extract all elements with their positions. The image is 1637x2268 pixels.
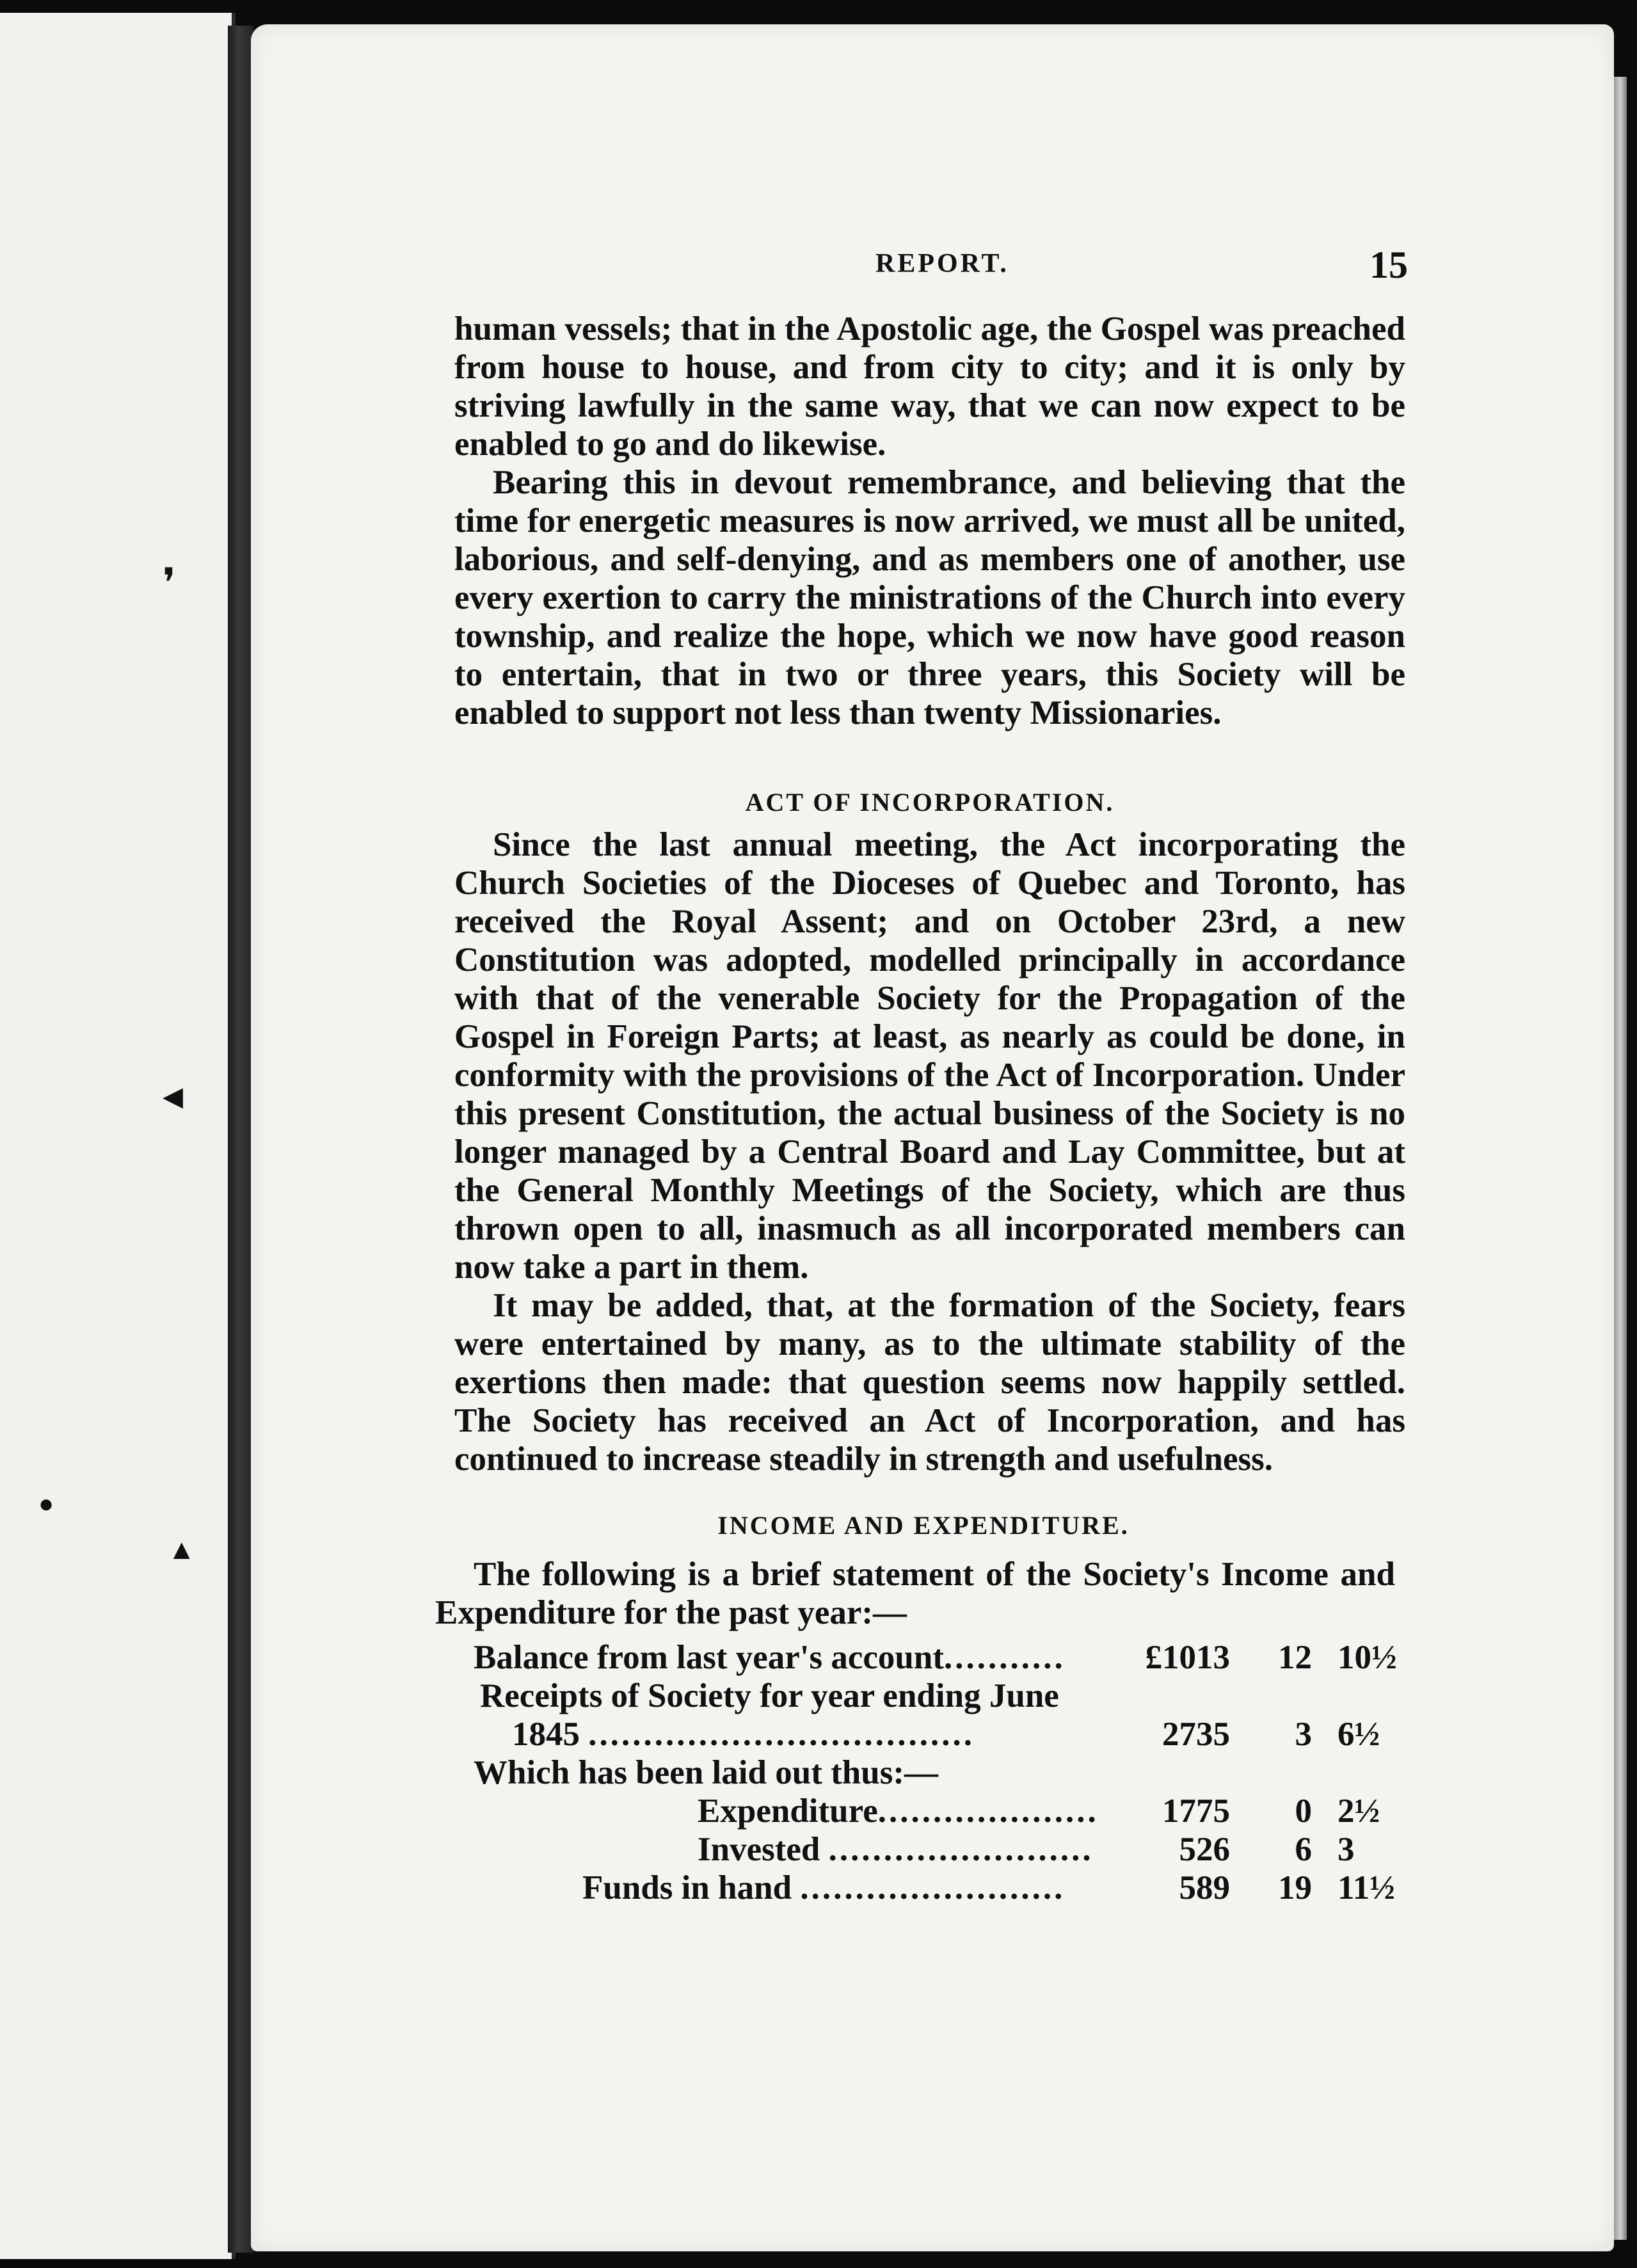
table-row [474, 1869, 1395, 1907]
shillings: 19 [1278, 1869, 1312, 1906]
pence: 2½ [1338, 1793, 1380, 1830]
page-edge [1614, 77, 1627, 2240]
paragraph: Bearing this in devout remembrance, and believing that the time for energetic measures is now arrived, we must all be united, laborious, and self-denying, and as members one of another, use every exertion to carry the ministrations of the Church into every township, and realize the hope, which we now have good reason to entertain, that in two or three years, this Society will be enabled to support not less than twenty Missionaries. [454, 464, 1405, 731]
shillings: 6 [1295, 1831, 1312, 1868]
book-gutter [228, 26, 253, 2253]
accounts-table [474, 1638, 1395, 1907]
paragraph: The following is a brief statement of the Society's Income and Expenditure for the past year:— [435, 1556, 1395, 1631]
shillings: 12 [1278, 1639, 1312, 1676]
ink-mark: ● [38, 1489, 54, 1518]
running-title: REPORT. [875, 249, 1009, 278]
paragraph: Since the last annual meeting, the Act incorporating the Church Societies of the Dioceses of Quebec and Toronto, has received the Royal Assent; and on October 23rd, a new Constitution was adopted, modelled principally in accordance with that of the venerable Society for the Propagation of the Gospel in Foreign Parts; at least, as nearly as could be done, in conformity with the provisions of the Act of Incorporation. Under this present Constitution, the actual business of the Society is no longer managed by a Central Board and Lay Committee, but at the General Monthly Meetings of the Society, which are thus thrown open to all, inasmuch as all incorporated members can now take a part in them. [454, 826, 1405, 1286]
table-row [474, 1677, 1395, 1715]
shillings: 3 [1295, 1716, 1312, 1753]
leader-dots: ........................ [800, 1869, 1066, 1906]
row-label: Expenditure [698, 1793, 878, 1830]
section-heading-income: INCOME AND EXPENDITURE. [717, 1511, 1130, 1540]
ink-mark: ❜ [163, 561, 176, 606]
table-row [474, 1792, 1395, 1830]
row-label: 1845 [512, 1716, 580, 1753]
ink-mark: ▲ [168, 1534, 196, 1565]
ink-mark: ◂ [163, 1073, 184, 1118]
pence: 11½ [1338, 1869, 1395, 1906]
row-label: Receipts of Society for year ending June [480, 1677, 1059, 1714]
shillings: 0 [1295, 1793, 1312, 1830]
facing-page [0, 13, 236, 2259]
section-heading-incorporation: ACT OF INCORPORATION. [745, 788, 1115, 817]
pounds: 2735 [1162, 1716, 1230, 1753]
table-row [474, 1638, 1395, 1677]
table-row [474, 1753, 1395, 1792]
pence: 6½ [1338, 1716, 1380, 1753]
pounds: 589 [1179, 1869, 1230, 1906]
pounds: 526 [1179, 1831, 1230, 1868]
leader-dots: ........... [944, 1639, 1066, 1676]
row-label: Which has been laid out thus:— [474, 1754, 938, 1791]
paragraph: It may be added, that, at the formation of the Society, fears were entertained by many, as to the ultimate stability of the exertions then made: that question seems now happily settled. The Society has received an Act of Incorporation, and has continued to increase steadily in strength and usefulness. [454, 1287, 1405, 1478]
leader-dots: ................................... [588, 1716, 975, 1753]
table-row [474, 1830, 1395, 1869]
pounds: 1775 [1162, 1793, 1230, 1830]
body-text-incorporation [454, 826, 1405, 1478]
leader-dots: ........................ [828, 1831, 1094, 1868]
pounds: £1013 [1145, 1639, 1230, 1676]
table-row [474, 1715, 1395, 1753]
pence: 3 [1338, 1831, 1355, 1868]
row-label: Funds in hand [582, 1869, 792, 1906]
page-number: 15 [1369, 244, 1408, 286]
body-text-top [454, 310, 1405, 732]
row-label: Balance from last year's account [474, 1639, 945, 1676]
leader-dots: .................... [877, 1793, 1099, 1830]
row-label: Invested [698, 1831, 820, 1868]
paragraph: human vessels; that in the Apostolic age, the Gospel was preached from house to house, and from city to city; and it is only by striving lawfully in the same way, that we can now expect to be enabled to go and do likewise. [454, 310, 1405, 463]
income-intro [435, 1555, 1395, 1632]
pence: 10½ [1338, 1639, 1397, 1676]
